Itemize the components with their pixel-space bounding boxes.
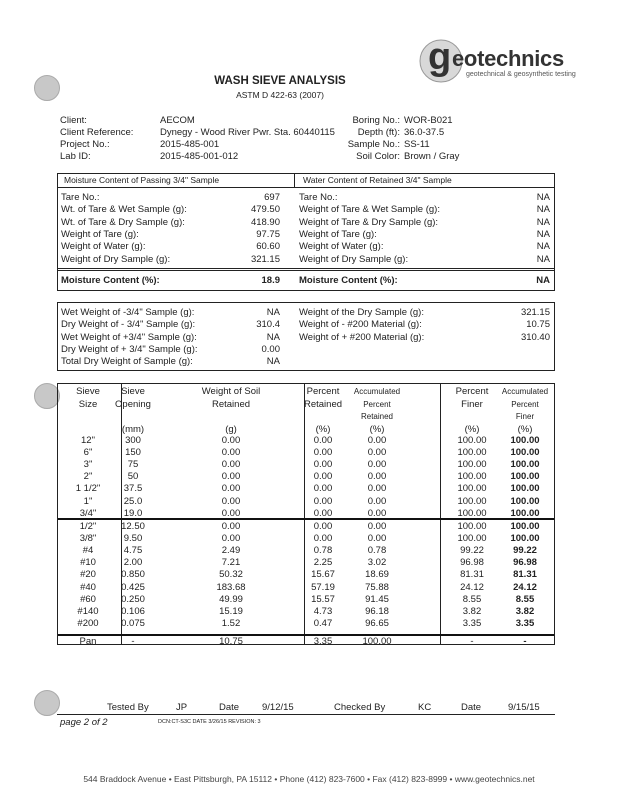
sieve-cell-retained: 0.00 — [221, 435, 241, 446]
sieve-header-finer: Percent — [455, 386, 489, 397]
sieve-cell-opening: 75 — [127, 459, 139, 471]
sieve-header-acc_ret: (%) — [369, 423, 385, 435]
retained-row-value: NA — [536, 216, 550, 228]
sieve-cell-size: 1/2" — [79, 521, 97, 532]
sieve-cell-size: Pan — [79, 636, 97, 647]
sieve-header-retained: Weight of Soil — [201, 386, 261, 397]
sieve-cell-pct_ret: 0.00 — [313, 533, 333, 545]
date2-label: Date — [461, 702, 482, 713]
sieve-header-finer: Finer — [461, 398, 483, 410]
sieve-cell-retained: 0.00 — [221, 459, 241, 471]
sieve-cell-opening: 19.0 — [123, 507, 143, 519]
depth-value: 36.0-37.5 — [404, 127, 445, 138]
sieve-cell-finer: 100.00 — [457, 459, 487, 471]
boring-value: WOR-B021 — [404, 115, 453, 126]
date2-value: 9/15/15 — [508, 702, 540, 713]
sieve-cell-finer: - — [470, 636, 474, 647]
sieve-cell-acc_ret: 96.18 — [365, 605, 389, 617]
sieve-cell-acc_ret: 3.02 — [367, 557, 387, 569]
sieve-cell-opening: 0.425 — [121, 581, 145, 593]
sieve-cell-acc_finer: 100.00 — [510, 533, 540, 545]
sieve-cell-pct_ret: 0.78 — [313, 545, 333, 557]
passing-header: Moisture Content of Passing 3/4" Sample — [64, 175, 220, 185]
logo-wordmark: eotechnics — [452, 46, 564, 71]
standard-ref: ASTM D 422-63 (2007) — [236, 90, 324, 100]
sieve-cell-retained: 0.00 — [221, 521, 241, 532]
sieve-cell-opening: 0.075 — [121, 617, 145, 629]
sieve-cell-retained: 15.19 — [219, 605, 243, 617]
sieve-header-acc_finer: Accumulated — [501, 387, 549, 396]
sieve-cell-size: #40 — [80, 581, 96, 593]
sieve-cell-opening: 2.00 — [123, 557, 143, 569]
sieve-cell-size: #60 — [80, 593, 96, 605]
moisture-section — [57, 173, 555, 291]
sieve-cell-acc_ret: 0.00 — [367, 495, 387, 507]
sieve-cell-retained: 7.21 — [221, 557, 241, 569]
client-ref-label: Client Reference: — [60, 127, 134, 138]
sieve-cell-acc_ret: 75.88 — [365, 581, 389, 593]
sieve-cell-retained: 0.00 — [221, 495, 241, 507]
doc-control: DCN:CT-S3C DATE 3/26/15 REVISION: 3 — [158, 719, 261, 725]
sieve-cell-pct_ret: 4.73 — [313, 605, 333, 617]
sieve-cell-acc_finer: 100.00 — [510, 483, 540, 495]
sieve-header-size: Sieve — [76, 386, 100, 397]
retained-row-value: NA — [536, 204, 550, 216]
sieve-cell-acc_ret: 96.65 — [365, 617, 389, 629]
sieve-cell-acc_finer: 3.35 — [515, 617, 535, 629]
sieve-header-opening: Opening — [115, 398, 151, 410]
sieve-cell-acc_ret: 18.69 — [365, 569, 389, 581]
soil-color-value: Brown / Gray — [404, 151, 460, 162]
sieve-cell-acc_ret: 0.00 — [367, 533, 387, 545]
page-title: WASH SIEVE ANALYSIS — [214, 75, 346, 87]
sieve-cell-finer: 81.31 — [460, 569, 484, 581]
sieve-cell-pct_ret: 2.25 — [313, 557, 333, 569]
weight-right-label: Weight of - #200 Material (g): — [299, 319, 422, 331]
tested-by-label: Tested By — [107, 702, 149, 713]
sieve-cell-retained: 50.32 — [219, 569, 243, 581]
passing-row-label: Weight of Dry Sample (g): — [61, 253, 171, 265]
sieve-cell-acc_ret: 0.00 — [367, 471, 387, 483]
sieve-cell-finer: 3.35 — [462, 617, 482, 629]
sieve-cell-opening: 150 — [125, 447, 141, 459]
sieve-cell-size: #20 — [80, 569, 96, 581]
passing-row-label: Weight of Tare (g): — [61, 228, 139, 240]
sieve-cell-pct_ret: 0.00 — [313, 459, 333, 471]
sieve-cell-finer: 100.00 — [457, 447, 487, 459]
sieve-cell-acc_ret: 0.00 — [367, 521, 387, 532]
sieve-header-pct_ret: Retained — [303, 398, 343, 410]
weight-right-value: 10.75 — [526, 319, 550, 331]
retained-row-label: Weight of Dry Sample (g): — [299, 253, 409, 265]
sieve-cell-acc_finer: 8.55 — [515, 593, 535, 605]
sieve-cell-acc_ret: 100.00 — [362, 636, 392, 647]
sieve-cell-acc_ret: 91.45 — [365, 593, 389, 605]
sieve-cell-retained: 0.00 — [221, 447, 241, 459]
sieve-cell-opening: 0.850 — [121, 569, 145, 581]
client-ref-value: Dynegy - Wood River Pwr. Sta. 60440115 — [160, 127, 335, 138]
logo-letter: g — [428, 36, 452, 78]
sieve-header-acc_finer: (%) — [517, 423, 533, 435]
sieve-cell-size: 3/8" — [79, 533, 97, 545]
lab-id-label: Lab ID: — [60, 151, 91, 162]
weight-left-label: Wet Weight of -3/4" Sample (g): — [61, 307, 195, 318]
sieve-cell-finer: 100.00 — [457, 521, 487, 532]
sieve-header-finer: (%) — [464, 423, 480, 435]
sieve-cell-size: 1" — [83, 495, 93, 507]
weight-left-label: Dry Weight of - 3/4" Sample (g): — [61, 319, 196, 331]
sieve-cell-opening: 0.250 — [121, 593, 145, 605]
retained-row-label: Weight of Tare (g): — [299, 228, 377, 240]
retained-row-label: Weight of Tare & Dry Sample (g): — [299, 216, 439, 228]
passing-row-label: Wt. of Tare & Wet Sample (g): — [61, 204, 187, 216]
sample-value: SS-11 — [404, 139, 430, 150]
sieve-cell-opening: 25.0 — [123, 495, 143, 507]
sieve-cell-acc_ret: 0.00 — [367, 435, 387, 446]
sieve-cell-acc_finer: 100.00 — [510, 447, 540, 459]
sieve-cell-size: 2" — [83, 471, 93, 483]
sieve-cell-acc_ret: 0.00 — [367, 507, 387, 519]
sieve-cell-acc_finer: 3.82 — [515, 605, 535, 617]
sieve-cell-retained: 1.52 — [221, 617, 241, 629]
weight-left-value: 0.00 — [261, 343, 280, 355]
weight-left-value: NA — [266, 331, 280, 343]
sieve-cell-pct_ret: 0.00 — [313, 435, 333, 446]
sieve-cell-opening: 4.75 — [123, 545, 143, 557]
sieve-header-acc_ret: Accumulated — [353, 387, 401, 396]
checked-by-value: KC — [418, 702, 432, 713]
passing-row-label: Weight of Water (g): — [61, 241, 146, 253]
soil-color-label: Soil Color: — [356, 151, 400, 162]
sieve-cell-acc_finer: 100.00 — [510, 435, 540, 446]
sieve-cell-size: 3" — [83, 459, 93, 471]
sieve-cell-pct_ret: 0.47 — [313, 617, 333, 629]
sieve-cell-acc_finer: 81.31 — [513, 569, 537, 581]
sieve-cell-acc_finer: - — [523, 636, 527, 647]
retained-header: Water Content of Retained 3/4" Sample — [303, 175, 452, 185]
sieve-cell-pct_ret: 57.19 — [311, 581, 335, 593]
project-label: Project No.: — [60, 139, 110, 150]
sieve-header-pct_ret: Percent — [306, 386, 340, 397]
tested-by-value: JP — [176, 702, 188, 713]
retained-row-label: Weight of Water (g): — [299, 241, 384, 253]
project-value: 2015-485-001 — [160, 139, 220, 150]
sieve-cell-size: 3/4" — [79, 507, 97, 519]
retained-row-value: NA — [536, 228, 550, 240]
page-number: page 2 of 2 — [60, 717, 108, 728]
passing-row-value: 479.50 — [250, 204, 280, 216]
weight-right-label: Weight of + #200 Material (g): — [299, 331, 425, 343]
sieve-cell-size: 1 1/2" — [75, 483, 101, 495]
sieve-cell-acc_finer: 24.12 — [513, 581, 537, 593]
sieve-cell-size: 12" — [81, 435, 95, 446]
sieve-cell-acc_finer: 100.00 — [510, 507, 540, 519]
sieve-cell-acc_finer: 96.98 — [513, 557, 537, 569]
weight-left-label: Total Dry Weight of Sample (g): — [61, 356, 193, 368]
sieve-cell-opening: 37.5 — [123, 483, 143, 495]
passing-row-label: Wt. of Tare & Dry Sample (g): — [61, 216, 185, 228]
sieve-cell-retained: 10.75 — [219, 636, 243, 647]
date1-label: Date — [219, 702, 240, 713]
sieve-cell-retained: 2.49 — [221, 545, 241, 557]
sieve-header-acc_ret: Retained — [360, 412, 394, 421]
sieve-cell-finer: 24.12 — [460, 581, 484, 593]
sieve-cell-opening: - — [131, 636, 135, 647]
checked-by-label: Checked By — [334, 702, 386, 713]
retained-row-label: Weight of Tare & Wet Sample (g): — [299, 204, 440, 216]
sieve-header-retained: (g) — [225, 423, 237, 435]
sieve-cell-opening: 12.50 — [121, 521, 145, 532]
sieve-cell-pct_ret: 3.35 — [313, 636, 333, 647]
sieve-cell-pct_ret: 0.00 — [313, 495, 333, 507]
depth-label: Depth (ft): — [357, 127, 400, 138]
sieve-cell-pct_ret: 15.67 — [311, 569, 335, 581]
weight-left-label: Wet Weight of +3/4" Sample (g): — [61, 331, 197, 343]
sieve-cell-finer: 96.98 — [460, 557, 484, 569]
sieve-cell-retained: 0.00 — [221, 471, 241, 483]
sieve-header-retained: Retained — [211, 398, 251, 410]
sieve-cell-opening: 50 — [127, 471, 139, 483]
sample-label: Sample No.: — [347, 139, 400, 150]
weight-right-value: 310.40 — [520, 331, 550, 343]
sieve-cell-pct_ret: 0.00 — [313, 483, 333, 495]
sieve-cell-acc_ret: 0.00 — [367, 447, 387, 459]
sieve-header-size: Size — [78, 398, 98, 410]
moisture-content-left-label: Moisture Content (%): — [61, 275, 160, 286]
sieve-cell-acc_ret: 0.00 — [367, 459, 387, 471]
sieve-cell-finer: 100.00 — [457, 533, 487, 545]
weights-section — [57, 302, 555, 371]
sieve-cell-pct_ret: 0.00 — [313, 447, 333, 459]
sieve-cell-pct_ret: 0.00 — [313, 471, 333, 483]
weight-right-label: Weight of the Dry Sample (g): — [299, 307, 424, 318]
sieve-cell-pct_ret: 0.00 — [313, 507, 333, 519]
sieve-cell-pct_ret: 15.57 — [311, 593, 335, 605]
sieve-cell-size: #4 — [82, 545, 94, 557]
sieve-cell-finer: 3.82 — [462, 605, 482, 617]
boring-label: Boring No.: — [352, 115, 400, 126]
sieve-table — [57, 383, 555, 645]
passing-row-label: Tare No.: — [61, 192, 100, 203]
date1-value: 9/12/15 — [262, 702, 294, 713]
sieve-cell-acc_finer: 100.00 — [510, 495, 540, 507]
sieve-cell-acc_finer: 100.00 — [510, 459, 540, 471]
sieve-cell-acc_ret: 0.00 — [367, 483, 387, 495]
sieve-cell-opening: 300 — [125, 435, 141, 446]
sieve-cell-size: #140 — [77, 605, 99, 617]
sieve-cell-size: 6" — [83, 447, 93, 459]
sieve-cell-retained: 0.00 — [221, 507, 241, 519]
moisture-content-left-value: 18.9 — [261, 275, 280, 286]
sieve-cell-retained: 0.00 — [221, 533, 241, 545]
sieve-cell-acc_finer: 100.00 — [510, 521, 540, 532]
sieve-header-opening: (mm) — [121, 423, 145, 435]
weight-left-value: NA — [266, 307, 280, 318]
weight-left-value: NA — [266, 356, 280, 368]
client-label: Client: — [60, 115, 87, 126]
moisture-content-right-label: Moisture Content (%): — [299, 275, 398, 286]
sieve-cell-acc_ret: 0.78 — [367, 545, 387, 557]
sieve-cell-finer: 8.55 — [462, 593, 482, 605]
passing-row-value: 321.15 — [250, 253, 280, 265]
moisture-content-right-value: NA — [536, 275, 550, 286]
sieve-cell-pct_ret: 0.00 — [313, 521, 333, 532]
sieve-header-opening: Sieve — [121, 386, 145, 397]
sieve-header-pct_ret: (%) — [315, 423, 331, 435]
sieve-cell-acc_finer: 99.22 — [513, 545, 537, 557]
weight-left-value: 310.4 — [256, 319, 280, 331]
sieve-cell-finer: 100.00 — [457, 435, 487, 446]
sieve-cell-retained: 49.99 — [219, 593, 243, 605]
sieve-cell-finer: 100.00 — [457, 483, 487, 495]
sieve-cell-retained: 183.68 — [216, 581, 246, 593]
sieve-cell-finer: 99.22 — [460, 545, 484, 557]
passing-row-value: 697 — [264, 192, 280, 203]
sieve-header-acc_finer: Finer — [515, 412, 535, 421]
sieve-cell-opening: 9.50 — [123, 533, 143, 545]
punch-hole-bottom — [34, 690, 60, 716]
client-value: AECOM — [160, 115, 195, 126]
passing-row-value: 418.90 — [250, 216, 280, 228]
passing-row-value: 97.75 — [256, 228, 280, 240]
weight-right-value: 321.15 — [520, 307, 550, 318]
lab-id-value: 2015-485-001-012 — [160, 151, 239, 162]
sieve-cell-size: #200 — [77, 617, 99, 629]
logo-tagline: geotechnical & geosynthetic testing — [466, 71, 576, 78]
weight-left-label: Dry Weight of + 3/4" Sample (g): — [61, 343, 198, 355]
retained-row-value: NA — [536, 253, 550, 265]
sieve-header-acc_ret: Percent — [363, 399, 391, 409]
retained-row-label: Tare No.: — [299, 192, 338, 203]
sieve-header-acc_finer: Percent — [511, 399, 539, 409]
sieve-cell-retained: 0.00 — [221, 483, 241, 495]
retained-row-value: NA — [536, 241, 550, 253]
sieve-cell-acc_finer: 100.00 — [510, 471, 540, 483]
passing-row-value: 60.60 — [256, 241, 280, 253]
footer-address: 544 Braddock Avenue • East Pittsburgh, PA 15112 • Phone (412) 823-7600 • Fax (412) 823-8999 • www.geotechnics.net — [83, 774, 535, 784]
sieve-cell-opening: 0.106 — [121, 605, 145, 617]
sieve-cell-finer: 100.00 — [457, 471, 487, 483]
sieve-cell-finer: 100.00 — [457, 495, 487, 507]
sieve-cell-finer: 100.00 — [457, 507, 487, 519]
retained-row-value: NA — [536, 192, 550, 203]
sieve-cell-size: #10 — [80, 557, 96, 569]
